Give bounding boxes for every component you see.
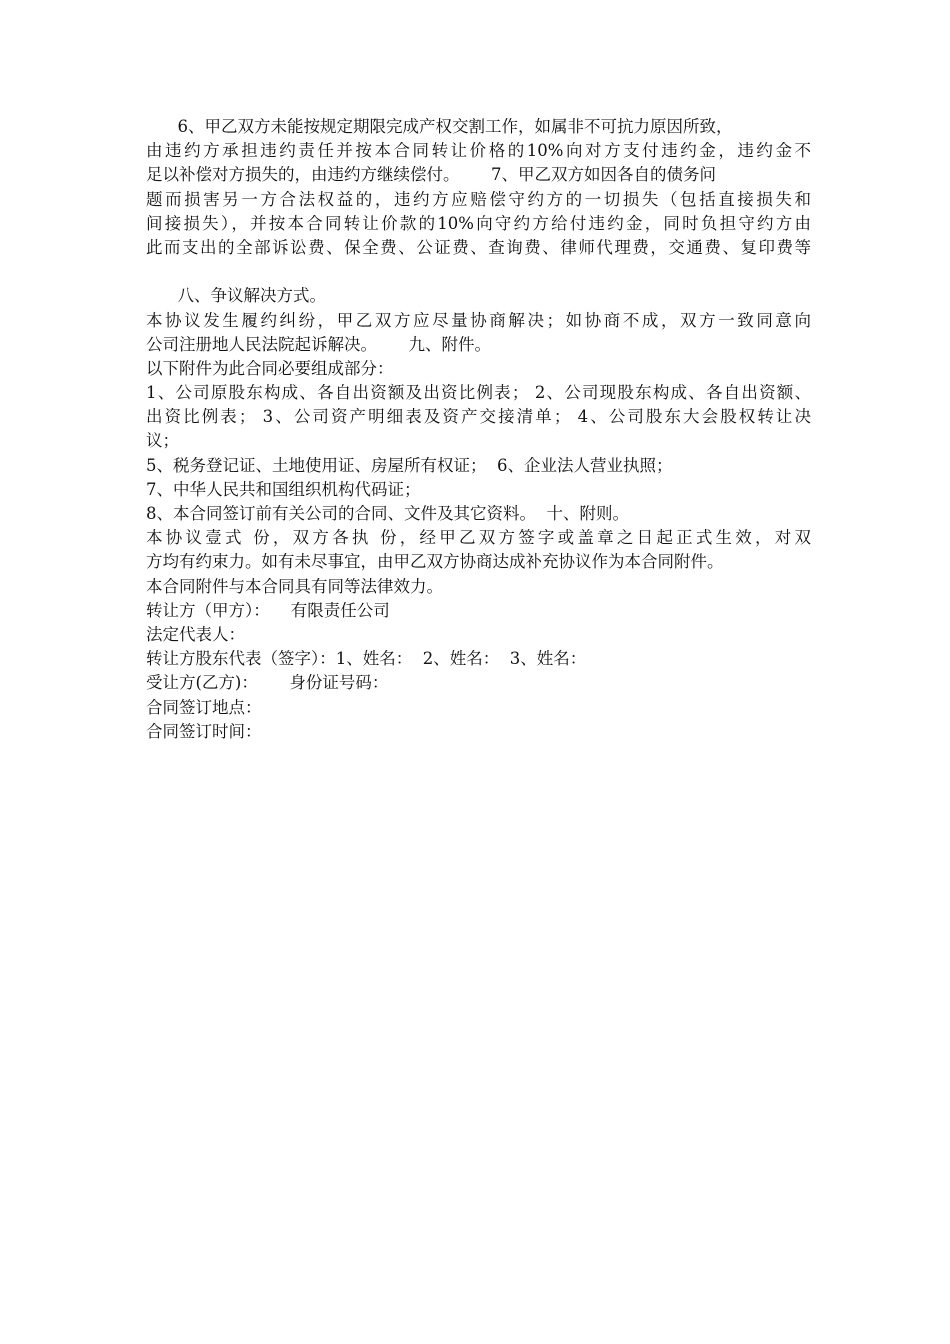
clause-7-line-2: 题而损害另一方合法权益的，违约方应赔偿守约方的一切损失（包括直接损失和 (146, 189, 811, 209)
clause-7-line-4: 此而支出的全部诉讼费、保全费、公证费、查询费、律师代理费，交通费、复印费等 (146, 237, 811, 257)
section-9-heading: 公司注册地人民法院起诉解决。 九、附件。 (146, 334, 491, 354)
transferee-field: 受让方(乙方)： 身份证号码： (146, 673, 389, 693)
shareholder-signature-field: 转让方股东代表（签字）：1、姓名： 2、姓名： 3、姓名： (146, 649, 587, 669)
signing-place-field: 合同签订地点： (146, 697, 262, 717)
legal-representative-field: 法定代表人： (146, 624, 245, 644)
attachments-line-3: 议； (146, 431, 179, 451)
transferor-field: 转让方（甲方）： 有限责任公司 (146, 600, 390, 620)
attachments-line-4: 5、税务登记证、土地使用证、房屋所有权证； 6、企业法人营业执照； (146, 455, 673, 475)
section-10-heading: 8、本合同签订前有关公司的合同、文件及其它资料。 十、附则。 (146, 504, 629, 523)
section-8-line-1: 本协议发生履约纠纷，甲乙双方应尽量协商解决；如协商不成，双方一致同意向 (146, 310, 811, 330)
blank-line (146, 260, 811, 284)
signing-time-field: 合同签订时间： (146, 721, 262, 741)
clause-7-line-1: 足以补偿对方损失的，由违约方继续偿付。 7、甲乙双方如因各自的债务问 (146, 165, 716, 185)
clause-6-line-1: 6、甲乙双方未能按规定期限完成产权交割工作，如属非不可抗力原因所致， (146, 117, 733, 136)
attachments-line-2: 出资比例表； 3、公司资产明细表及资产交接清单； 4、公司股东大会股权转让决 (146, 407, 811, 427)
clause-6-line-2: 由违约方承担违约责任并按本合同转让价格的10%向对方支付违约金，违约金不 (146, 141, 811, 161)
clause-7-line-3: 间接损失），并按本合同转让价款的10%向守约方给付违约金，同时负担守约方由 (146, 213, 811, 233)
section-10-line-3: 本合同附件与本合同具有同等法律效力。 (146, 576, 443, 596)
document-body (146, 115, 811, 744)
attachments-intro: 以下附件为此合同必要组成部分： (146, 358, 394, 378)
attachments-line-1: 1、公司原股东构成、各自出资额及出资比例表； 2、公司现股东构成、各自出资额、 (146, 383, 811, 403)
attachments-line-5: 7、中华人民共和国组织机构代码证； (146, 479, 421, 499)
section-10-line-2: 方均有约束力。如有未尽事宜，由甲乙双方协商达成补充协议作为本合同附件。 (146, 552, 724, 572)
section-10-line-1: 本协议壹式 份，双方各执 份，经甲乙双方签字或盖章之日起正式生效，对双 (146, 528, 811, 548)
section-8-heading: 八、争议解决方式。 (146, 286, 326, 306)
